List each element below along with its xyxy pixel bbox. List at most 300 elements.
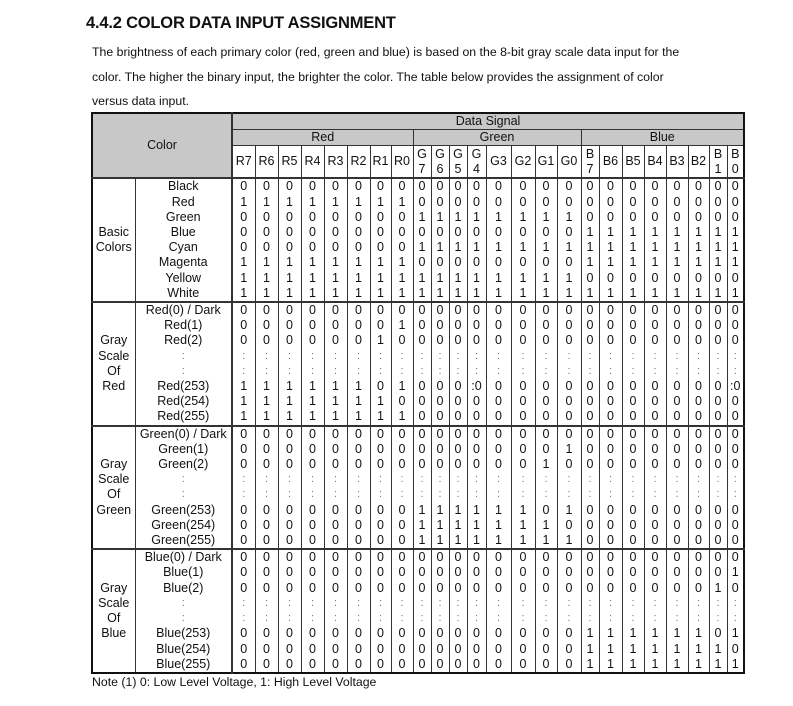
bit-cell: 0 [486,255,511,270]
group-label: Gray Scale Of Red [92,302,135,426]
bit-cell: 1 [486,286,511,302]
bit-cell: 0 [709,533,727,549]
bit-cell: 0 [486,457,511,472]
bit-cell: 0 [449,457,467,472]
bit-cell: 0 [255,549,278,565]
ellipsis-cell: : [644,349,666,364]
bit-cell: 1 [431,286,449,302]
bit-cell: 0 [622,533,644,549]
bit-cell: 1 [324,255,347,270]
bit-cell: 1 [581,240,599,255]
bit-cell: 0 [324,318,347,333]
paragraph-line: color. The higher the binary input, the brighter the color. The table below provides the assignment of color [92,69,664,84]
bit-cell: 0 [449,178,467,194]
bit-cell: 1 [449,533,467,549]
bit-cell: 0 [431,379,449,394]
bit-cell: 0 [666,394,688,409]
bit-cell: 1 [511,286,535,302]
bit-cell: 1 [391,195,413,210]
bit-cell: 0 [467,225,486,240]
bit-cell: 0 [535,394,557,409]
bit-cell: 0 [511,178,535,194]
bit-cell: 1 [511,210,535,225]
table-row [92,271,744,286]
bit-cell: 0 [324,426,347,442]
bit-cell: 0 [232,565,255,580]
bit-cell: 0 [535,409,557,425]
ellipsis-cell: : [391,472,413,487]
bit-cell: 0 [622,178,644,194]
bit-cell: 1 [599,657,622,673]
bit-cell: 0 [449,333,467,348]
bit-cell: 1 [370,409,391,425]
bit-cell: 0 [467,394,486,409]
ellipsis-cell: : [413,349,431,364]
bit-cell: 0 [413,642,431,657]
bit-cell: 0 [391,457,413,472]
bit-cell: 0 [535,302,557,318]
bit-cell: 0 [370,503,391,518]
bit-cell: 1 [467,533,486,549]
table-row [92,549,744,565]
row-label: Blue(2) [135,581,232,596]
bit-cell: 0 [709,318,727,333]
bit-cell: 0 [449,581,467,596]
row-label: Blue(0) / Dark [135,549,232,565]
ellipsis-cell: : [370,487,391,502]
bit-cell: 0 [301,240,324,255]
bit-header: G2 [511,146,535,179]
bit-cell: 0 [324,457,347,472]
row-label: Blue(1) [135,565,232,580]
bit-cell: 0 [301,626,324,641]
row-label: Red(254) [135,394,232,409]
bit-cell: 0 [278,549,301,565]
bit-cell: 0 [557,333,581,348]
bit-cell: 0 [709,565,727,580]
bit-cell: 0 [688,533,709,549]
bit-cell: 1 [278,195,301,210]
ellipsis-cell: : [324,611,347,626]
ellipsis-cell: : [581,487,599,502]
bit-cell: 1 [599,240,622,255]
ellipsis-cell: : [599,596,622,611]
bit-cell: 0 [232,549,255,565]
bit-cell: 1 [232,271,255,286]
ellipsis-cell: : [709,364,727,379]
bit-cell: 0 [581,394,599,409]
bit-cell: 0 [486,626,511,641]
bit-cell: 1 [232,379,255,394]
table-row [92,225,744,240]
ellipsis-cell: : [347,596,370,611]
bit-cell: 0 [622,379,644,394]
bit-cell: 1 [324,195,347,210]
ellipsis-cell: : [301,472,324,487]
bit-cell: 0 [688,379,709,394]
bit-header: G 6 [431,146,449,179]
bit-cell: 0 [557,657,581,673]
bit-cell: 0 [666,379,688,394]
ellipsis-cell: : [449,364,467,379]
bit-cell: 0 [278,426,301,442]
bit-cell: 0 [688,178,709,194]
bit-cell: 0 [599,581,622,596]
bit-cell: 1 [347,255,370,270]
bit-cell: 0 [255,518,278,533]
bit-cell: 0 [535,318,557,333]
bit-cell: 1 [486,518,511,533]
bit-cell: 0 [347,503,370,518]
ellipsis-cell: : [391,487,413,502]
bit-cell: 0 [467,409,486,425]
bit-cell: 1 [413,271,431,286]
ellipsis-cell: : [324,364,347,379]
bit-cell: 0 [449,409,467,425]
bit-cell: 0 [449,302,467,318]
bit-cell: 0 [688,195,709,210]
bit-cell: 0 [511,581,535,596]
bit-cell: 0 [431,302,449,318]
bit-cell: 0 [688,426,709,442]
bit-cell: 0 [370,657,391,673]
bit-cell: 1 [511,503,535,518]
bit-cell: 0 [557,426,581,442]
bit-cell: 0 [347,240,370,255]
bit-cell: 1 [431,518,449,533]
table-row [92,503,744,518]
bit-cell: 0 [688,565,709,580]
bit-cell: 0 [511,333,535,348]
table-row [92,657,744,673]
bit-cell: 1 [688,255,709,270]
bit-cell: 0 [557,642,581,657]
bit-cell: 1 [301,394,324,409]
bit-cell: 0 [467,442,486,457]
bit-cell: 0 [347,210,370,225]
bit-cell: 1 [347,379,370,394]
bit-cell: 0 [622,318,644,333]
bit-cell: 0 [347,565,370,580]
bit-cell: 0 [278,581,301,596]
bit-cell: 1 [370,195,391,210]
row-label: Green(253) [135,503,232,518]
bit-cell: 0 [467,195,486,210]
ellipsis-cell: : [467,364,486,379]
bit-cell: 1 [581,642,599,657]
bit-cell: 0 [370,549,391,565]
bit-cell: 0 [391,178,413,194]
ellipsis-cell: : [255,487,278,502]
bit-cell: 0 [449,626,467,641]
bit-cell: 0 [581,333,599,348]
bit-cell: 1 [666,642,688,657]
bit-cell: 1 [688,657,709,673]
bit-cell: 1 [557,286,581,302]
ellipsis-cell: : [301,487,324,502]
bit-cell: 0 [391,210,413,225]
bit-cell: 0 [688,457,709,472]
bit-cell: 0 [324,626,347,641]
paragraph-line: versus data input. [92,94,190,108]
bit-cell: 0 [391,565,413,580]
bit-cell: 0 [644,210,666,225]
bit-cell: 0 [391,225,413,240]
bit-cell: 0 [535,581,557,596]
ellipsis-cell: : [449,487,467,502]
ellipsis-cell: : [486,487,511,502]
bit-cell: 0 [449,225,467,240]
bit-header: R7 [232,146,255,179]
bit-cell: 0 [324,225,347,240]
row-label: Blue(255) [135,657,232,673]
ellipsis-cell: : [232,349,255,364]
ellipsis-cell: : [557,472,581,487]
ellipsis-cell: : [255,349,278,364]
bit-cell: 0 [278,457,301,472]
bit-cell: 0 [599,302,622,318]
bit-cell: 0 [622,302,644,318]
ellipsis-cell: : [644,364,666,379]
table-row [92,178,744,194]
ellipsis-cell: : [688,487,709,502]
bit-cell: 0 [370,379,391,394]
bit-cell: 0 [232,225,255,240]
bit-cell: 1 [535,240,557,255]
bit-cell: 0 [557,255,581,270]
bit-cell: 0 [599,409,622,425]
bit-cell: 0 [511,426,535,442]
bit-cell: 0 [622,271,644,286]
bit-cell: 0 [301,642,324,657]
bit-cell: 0 [486,318,511,333]
bit-cell: 1 [431,533,449,549]
bit-cell: 0 [581,549,599,565]
bit-cell: 0 [431,457,449,472]
bit-cell: 0 [324,302,347,318]
bit-cell: 0 [391,503,413,518]
bit-cell: 0 [622,394,644,409]
bit-cell: 1 [557,240,581,255]
row-label: Green(0) / Dark [135,426,232,442]
bit-cell: 1 [347,394,370,409]
bit-cell: 0 [709,195,727,210]
bit-cell: 0 [535,195,557,210]
bit-cell: 0 [599,178,622,194]
ellipsis-cell: : [431,596,449,611]
ellipsis-cell: : [557,349,581,364]
bit-cell: 1 [324,271,347,286]
bit-cell: 0 [255,333,278,348]
bit-cell: 0 [413,255,431,270]
bit-cell: 0 [581,426,599,442]
bit-cell: 1 [688,225,709,240]
ellipsis-cell: : [301,364,324,379]
bit-cell: 0 [644,302,666,318]
ellipsis-cell: : [232,364,255,379]
bit-cell: 0 [255,178,278,194]
bit-header: R1 [370,146,391,179]
bit-cell: 0 [347,457,370,472]
bit-cell: 1 [391,271,413,286]
bit-cell: 0 [467,581,486,596]
bit-cell: 0 [232,533,255,549]
bit-cell: 0 [413,394,431,409]
group-label: Gray Scale Of Green [92,426,135,550]
bit-cell: 1 [431,210,449,225]
bit-cell: 1 [449,503,467,518]
bit-cell: 0 [370,457,391,472]
bit-cell: 1 [666,255,688,270]
ellipsis-cell: : [278,364,301,379]
bit-cell: 0 [622,210,644,225]
bit-cell: 0 [301,333,324,348]
bit-cell: 0 [324,333,347,348]
bit-cell: 0 [413,195,431,210]
bit-cell: 0 [666,318,688,333]
bit-cell: 0 [413,409,431,425]
table-row [92,409,744,425]
bit-cell: 0 [255,442,278,457]
ellipsis-cell: : [232,596,255,611]
bit-cell: 0 [599,549,622,565]
bit-cell: 0 [324,581,347,596]
bit-cell: 0 [232,426,255,442]
row-label: White [135,286,232,302]
bit-header: R5 [278,146,301,179]
bit-cell: 1 [431,503,449,518]
bit-cell: 1 [557,503,581,518]
bit-cell: 0 [347,533,370,549]
ellipsis-cell: : [347,487,370,502]
bit-cell: :0 [727,379,744,394]
bit-cell: 0 [301,442,324,457]
bit-cell: 1 [486,210,511,225]
bit-cell: 0 [666,565,688,580]
intro-paragraph [92,40,742,114]
ellipsis-cell: : [467,472,486,487]
ellipsis-cell: : [135,472,232,487]
ellipsis-cell: : [413,596,431,611]
ellipsis-row [92,611,744,626]
ellipsis-cell: : [391,611,413,626]
bit-cell: 0 [449,565,467,580]
bit-cell: 0 [535,549,557,565]
ellipsis-cell: : [467,487,486,502]
bit-cell: 0 [467,333,486,348]
bit-cell: 1 [709,642,727,657]
bit-cell: 1 [622,240,644,255]
bit-cell: 0 [557,302,581,318]
row-label: Blue(253) [135,626,232,641]
bit-cell: 0 [581,533,599,549]
bit-cell: 0 [391,518,413,533]
bit-cell: 0 [467,549,486,565]
bit-cell: 0 [727,533,744,549]
ellipsis-cell: : [581,472,599,487]
bit-cell: 1 [347,195,370,210]
bit-cell: 0 [666,426,688,442]
table-row [92,565,744,580]
bit-cell: 0 [666,271,688,286]
ellipsis-cell: : [535,364,557,379]
bit-cell: 0 [467,657,486,673]
bit-cell: 1 [581,286,599,302]
bit-cell: 1 [666,657,688,673]
bit-cell: 0 [666,518,688,533]
ellipsis-cell: : [666,611,688,626]
bit-cell: 0 [431,642,449,657]
bit-cell: 0 [431,409,449,425]
bit-cell: 1 [557,533,581,549]
bit-cell: 0 [431,178,449,194]
ellipsis-cell: : [255,611,278,626]
bit-cell: 1 [727,286,744,302]
bit-cell: 1 [413,240,431,255]
bit-cell: 0 [644,518,666,533]
bit-cell: 0 [709,379,727,394]
bit-cell: 1 [727,626,744,641]
ellipsis-cell: : [727,611,744,626]
ellipsis-cell: : [449,349,467,364]
bit-cell: 1 [486,533,511,549]
bit-cell: 0 [557,409,581,425]
bit-cell: 0 [666,195,688,210]
bit-cell: 0 [727,581,744,596]
bit-cell: 0 [727,318,744,333]
bit-cell: 0 [666,333,688,348]
bit-cell: 1 [255,394,278,409]
ellipsis-cell: : [709,596,727,611]
bit-cell: 0 [535,626,557,641]
bit-cell: 0 [301,533,324,549]
bit-header: G0 [557,146,581,179]
bit-cell: 0 [644,503,666,518]
bit-cell: 1 [301,379,324,394]
ellipsis-cell: : [511,611,535,626]
bit-cell: 1 [391,286,413,302]
bit-cell: 0 [391,240,413,255]
ellipsis-cell: : [135,611,232,626]
ellipsis-cell: : [370,472,391,487]
ellipsis-cell: : [324,349,347,364]
bit-cell: 0 [431,255,449,270]
ellipsis-cell: : [255,364,278,379]
bit-cell: 1 [622,626,644,641]
bit-cell: 1 [467,503,486,518]
bit-cell: 1 [413,210,431,225]
bit-cell: 0 [599,457,622,472]
bit-cell: 1 [557,271,581,286]
bit-cell: 1 [688,240,709,255]
bit-cell: 0 [278,333,301,348]
bit-cell: 0 [449,379,467,394]
bit-cell: 0 [486,225,511,240]
bit-cell: 0 [278,318,301,333]
bit-cell: 0 [324,210,347,225]
bit-cell: 0 [727,457,744,472]
bit-cell: 0 [391,302,413,318]
bit-cell: 0 [486,333,511,348]
green-channel-header: Green [413,130,581,146]
bit-cell: 0 [666,503,688,518]
ellipsis-cell: : [347,611,370,626]
bit-cell: 0 [370,302,391,318]
bit-cell: 0 [644,442,666,457]
bit-cell: 0 [709,442,727,457]
ellipsis-cell: : [449,596,467,611]
bit-cell: 1 [688,286,709,302]
